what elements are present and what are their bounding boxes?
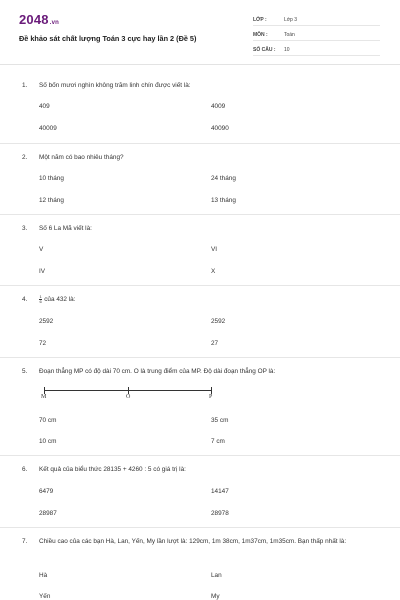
question-stem — [22, 152, 384, 163]
question-2 — [22, 152, 384, 163]
option-d[interactable]: 13 tháng — [211, 197, 236, 204]
question-number: 6. — [22, 466, 28, 473]
question-divider — [0, 143, 400, 144]
option-d[interactable]: 28978 — [211, 510, 229, 517]
page-title: Đề khảo sát chất lượng Toán 3 cực hay lần 2 (Đề 5) — [19, 34, 197, 43]
question-stem — [22, 80, 384, 91]
option-c[interactable]: IV — [39, 268, 46, 275]
option-c[interactable]: 10 cm — [39, 438, 57, 445]
meta-class-value: Lớp 3 — [284, 17, 298, 23]
question-4 — [22, 294, 384, 305]
question-1 — [22, 80, 384, 91]
question-stem — [22, 464, 384, 475]
option-d[interactable]: 40090 — [211, 125, 229, 132]
header-divider — [0, 64, 400, 65]
option-b[interactable]: 24 tháng — [211, 175, 236, 182]
segment-tick-m — [44, 387, 45, 394]
meta-class-row — [253, 14, 380, 26]
option-a[interactable]: 10 tháng — [39, 175, 64, 182]
question-text: Một năm có bao nhiêu tháng? — [39, 154, 124, 161]
option-c[interactable]: 28987 — [39, 510, 57, 517]
segment-tick-o — [128, 387, 129, 394]
option-a[interactable]: V — [39, 246, 44, 253]
segment-tick-p — [211, 387, 212, 394]
question-number: 1. — [22, 82, 28, 89]
question-divider — [0, 455, 400, 456]
option-d[interactable]: My — [211, 593, 220, 600]
meta-subject-value: Toán — [284, 32, 295, 38]
question-divider — [0, 285, 400, 286]
option-c[interactable]: 40009 — [39, 125, 57, 132]
fraction — [39, 295, 42, 304]
option-c[interactable]: 12 tháng — [39, 197, 64, 204]
logo-suffix: .vn — [49, 20, 60, 26]
option-a[interactable]: 70 cm — [39, 417, 57, 424]
question-divider — [0, 214, 400, 215]
point-label-o: O — [126, 394, 131, 400]
segment-figure — [40, 390, 215, 410]
option-a[interactable]: 6479 — [39, 488, 54, 495]
meta-subject-row — [253, 29, 380, 41]
question-text: Số 6 La Mã viết là: — [39, 225, 92, 232]
point-label-p: P — [209, 394, 213, 400]
option-a[interactable]: Hà — [39, 572, 48, 579]
option-b[interactable]: 2592 — [211, 318, 226, 325]
question-6 — [22, 464, 384, 475]
fraction-denominator: 6 — [39, 298, 42, 304]
option-a[interactable]: 409 — [39, 103, 50, 110]
option-d[interactable]: X — [211, 268, 216, 275]
meta-subject-key: MÔN : — [253, 32, 268, 38]
question-text: Kết quả của biểu thức 28135 + 4260 : 5 có giá trị là: — [39, 466, 186, 473]
site-logo[interactable] — [19, 12, 59, 27]
meta-class-key: LỚP : — [253, 17, 267, 23]
question-number: 3. — [22, 225, 28, 232]
question-stem — [22, 366, 384, 377]
option-b[interactable]: Lan — [211, 572, 222, 579]
question-text: Chiều cao của các bạn Hà, Lan, Yến, My lần lượt là: 129cm, 1m 38cm, 1m37cm, 1m35cm. Bạn thấp nhất là: — [39, 538, 347, 545]
option-b[interactable]: 4009 — [211, 103, 226, 110]
question-number: 4. — [22, 296, 28, 303]
question-stem — [22, 536, 384, 547]
fraction-numerator: 1 — [39, 293, 42, 299]
question-text: của 432 là: — [44, 296, 76, 303]
logo-text: 2048 — [19, 12, 49, 27]
option-b[interactable]: 35 cm — [211, 417, 229, 424]
option-c[interactable]: 72 — [39, 340, 47, 347]
question-number: 7. — [22, 538, 28, 545]
question-divider — [0, 357, 400, 358]
question-7 — [22, 536, 384, 547]
point-label-m: M — [41, 394, 47, 400]
option-d[interactable]: 27 — [211, 340, 219, 347]
question-divider — [0, 527, 400, 528]
question-text: Số bốn mươi nghìn không trăm linh chín được viết là: — [39, 82, 191, 89]
question-stem — [22, 223, 384, 234]
question-number: 5. — [22, 368, 28, 375]
question-text: Đoạn thẳng MP có độ dài 70 cm. O là trung điểm của MP. Độ dài đoạn thẳng OP là: — [39, 368, 276, 375]
option-b[interactable]: 14147 — [211, 488, 229, 495]
question-stem — [22, 294, 384, 305]
question-number: 2. — [22, 154, 28, 161]
meta-count-key: SỐ CÂU : — [253, 47, 276, 53]
option-d[interactable]: 7 cm — [211, 438, 225, 445]
question-3 — [22, 223, 384, 234]
question-5 — [22, 366, 384, 377]
option-b[interactable]: VI — [211, 246, 218, 253]
option-a[interactable]: 2592 — [39, 318, 54, 325]
option-c[interactable]: Yến — [39, 593, 51, 600]
meta-count-row — [253, 44, 380, 56]
meta-count-value: 10 — [284, 47, 290, 53]
